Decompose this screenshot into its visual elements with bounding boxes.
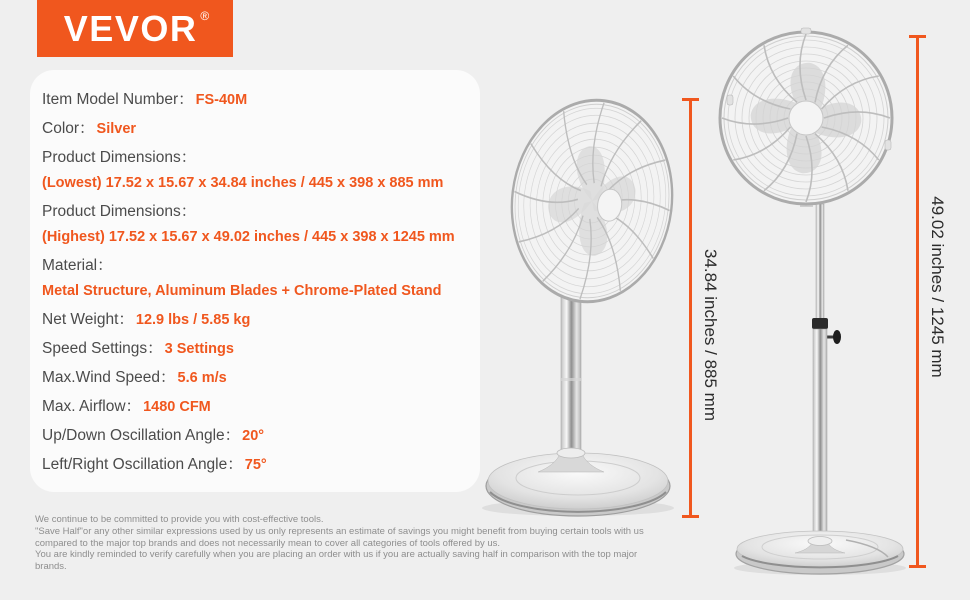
spec-value: Silver bbox=[96, 121, 137, 137]
disclaimer-line: We continue to be committed to provide you with cost-effective tools. bbox=[35, 514, 324, 525]
spec-value: 20° bbox=[242, 428, 265, 444]
spec-value: 1480 CFM bbox=[143, 399, 211, 415]
fan-lowest-photo bbox=[482, 91, 684, 516]
disclaimer-line: "Save Half"or any other similar expressions used by us only represents an estimate of savings you might benefit from buying certain tools with us bbox=[35, 525, 644, 537]
spec-value: (Highest) 17.52 x 15.67 x 49.02 inches / 445 x 398 x 1245 mm bbox=[42, 229, 455, 245]
spec-row-max-wind-speed bbox=[42, 368, 470, 388]
spec-label: Product Dimensions： bbox=[42, 149, 197, 166]
spec-label: Item Model Number： bbox=[42, 91, 194, 108]
registered-trademark-mark: ® bbox=[200, 8, 210, 23]
spec-label: Max. Airflow： bbox=[42, 398, 142, 415]
spec-label: Net Weight： bbox=[42, 311, 134, 328]
vevor-logo bbox=[37, 0, 233, 57]
spec-label: Material： bbox=[42, 257, 113, 274]
spec-label: Color： bbox=[42, 120, 95, 137]
spec-row-dimensions-lowest bbox=[42, 148, 470, 193]
disclaimer bbox=[35, 514, 655, 573]
spec-row-material bbox=[42, 256, 470, 301]
spec-row-item-model-number bbox=[42, 90, 470, 110]
spec-value: Metal Structure, Aluminum Blades + Chrome-Plated Stand bbox=[42, 283, 442, 299]
dimension-label-lowest: 34.84 inches / 885 mm bbox=[701, 249, 720, 421]
spec-label: Left/Right Oscillation Angle： bbox=[42, 456, 243, 473]
spec-label: Speed Settings： bbox=[42, 340, 163, 357]
vevor-logo-text: VEVOR bbox=[63, 7, 198, 49]
spec-row-color bbox=[42, 119, 470, 139]
spec-value: 5.6 m/s bbox=[177, 370, 227, 386]
spec-value: 12.9 lbs / 5.85 kg bbox=[135, 312, 251, 328]
spec-row-leftright-oscillation bbox=[42, 455, 470, 475]
spec-value: (Lowest) 17.52 x 15.67 x 34.84 inches / 445 x 398 x 885 mm bbox=[42, 175, 444, 191]
dimension-label-highest: 49.02 inches / 1245 mm bbox=[928, 196, 947, 378]
spec-row-net-weight bbox=[42, 310, 470, 330]
disclaimer-line: You are kindly reminded to verify carefully when you are placing an order with us if you are actually saving half in comparison with the top major brands. bbox=[35, 549, 638, 573]
spec-row-speed-settings bbox=[42, 339, 470, 359]
spec-label: Max.Wind Speed： bbox=[42, 369, 176, 386]
spec-row-dimensions-highest bbox=[42, 202, 470, 247]
spec-value: 75° bbox=[244, 457, 267, 473]
spec-row-updown-oscillation bbox=[42, 426, 470, 446]
disclaimer-line: compared to the major top brands and does not necessarily mean to cover all categories of tools offered by us. bbox=[35, 537, 501, 549]
dimension-line-lowest bbox=[689, 98, 692, 518]
spec-label: Up/Down Oscillation Angle： bbox=[42, 427, 241, 444]
dimension-line-highest bbox=[916, 35, 919, 568]
spec-label: Product Dimensions： bbox=[42, 203, 197, 220]
spec-value: FS-40M bbox=[195, 92, 248, 108]
spec-row-max-airflow bbox=[42, 397, 470, 417]
spec-value: 3 Settings bbox=[164, 341, 234, 357]
spec-card bbox=[30, 70, 480, 492]
fan-highest-photo bbox=[720, 28, 906, 575]
